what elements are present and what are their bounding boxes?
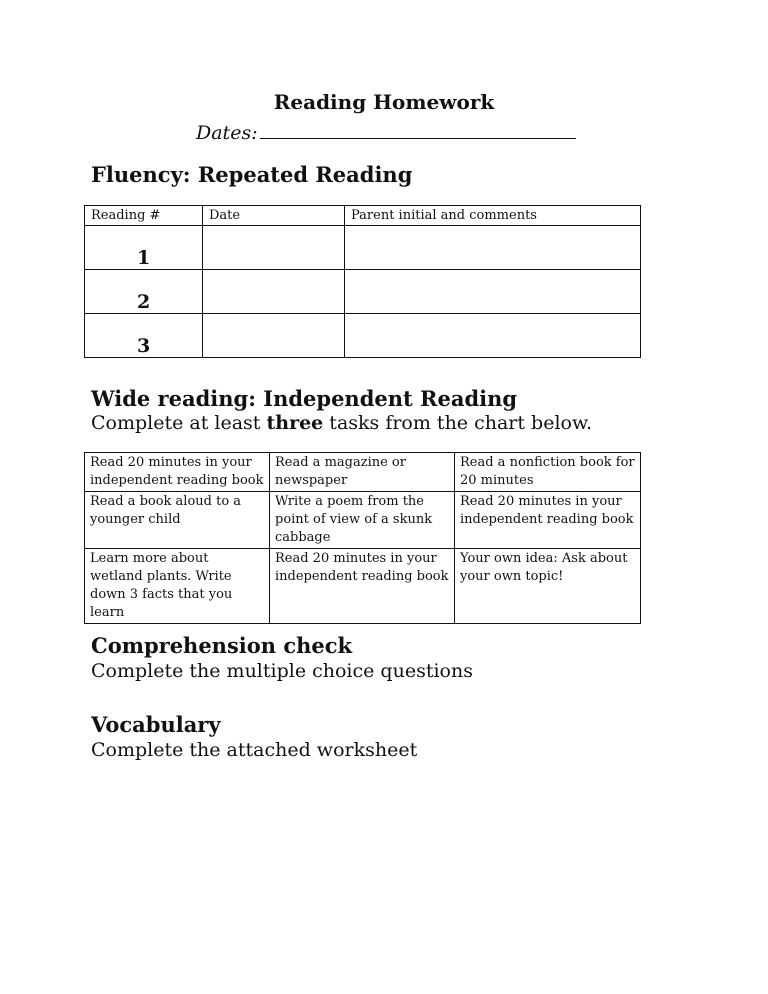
task-cell: Read a magazine or newspaper	[270, 453, 455, 492]
reading-number: 3	[85, 314, 203, 358]
table-row	[85, 226, 641, 270]
task-cell: Read a nonfiction book for 20 minutes	[455, 453, 641, 492]
table-row	[85, 314, 641, 358]
task-cell: Your own idea: Ask about your own topic!	[455, 549, 641, 624]
instruction-text: Complete at least	[91, 412, 267, 434]
table-header-row	[85, 206, 641, 226]
tasks-table	[84, 452, 641, 624]
comprehension-text: Complete the multiple choice questions	[91, 660, 473, 682]
dates-label: Dates:	[196, 122, 258, 144]
dates-blank-line	[260, 120, 576, 139]
instruction-emphasis: three	[266, 412, 324, 434]
table-row	[85, 549, 641, 624]
comments-cell	[345, 270, 641, 314]
task-cell: Read 20 minutes in your independent reading book	[455, 492, 641, 549]
task-cell: Read a book aloud to a younger child	[85, 492, 270, 549]
task-cell: Learn more about wetland plants. Write down 3 facts that you learn	[85, 549, 270, 624]
instruction-text: tasks from the chart below.	[323, 412, 593, 434]
column-header: Parent initial and comments	[345, 206, 641, 226]
comprehension-heading: Comprehension check	[91, 633, 353, 658]
task-cell: Read 20 minutes in your independent reading book	[270, 549, 455, 624]
column-header: Date	[203, 206, 345, 226]
task-cell: Read 20 minutes in your independent reading book	[85, 453, 270, 492]
reading-number: 2	[85, 270, 203, 314]
wide-reading-instruction	[91, 412, 592, 434]
reading-number: 1	[85, 226, 203, 270]
date-cell	[203, 314, 345, 358]
dates-field	[196, 120, 576, 144]
comments-cell	[345, 314, 641, 358]
page-title: Reading Homework	[273, 90, 495, 114]
date-cell	[203, 270, 345, 314]
fluency-heading: Fluency: Repeated Reading	[91, 162, 413, 187]
wide-reading-heading: Wide reading: Independent Reading	[91, 386, 518, 411]
fluency-table	[84, 205, 641, 358]
column-header: Reading #	[85, 206, 203, 226]
table-row	[85, 270, 641, 314]
table-row	[85, 492, 641, 549]
vocabulary-text: Complete the attached worksheet	[91, 739, 418, 761]
comments-cell	[345, 226, 641, 270]
date-cell	[203, 226, 345, 270]
table-row	[85, 453, 641, 492]
vocabulary-heading: Vocabulary	[91, 712, 221, 737]
task-cell: Write a poem from the point of view of a skunk cabbage	[270, 492, 455, 549]
